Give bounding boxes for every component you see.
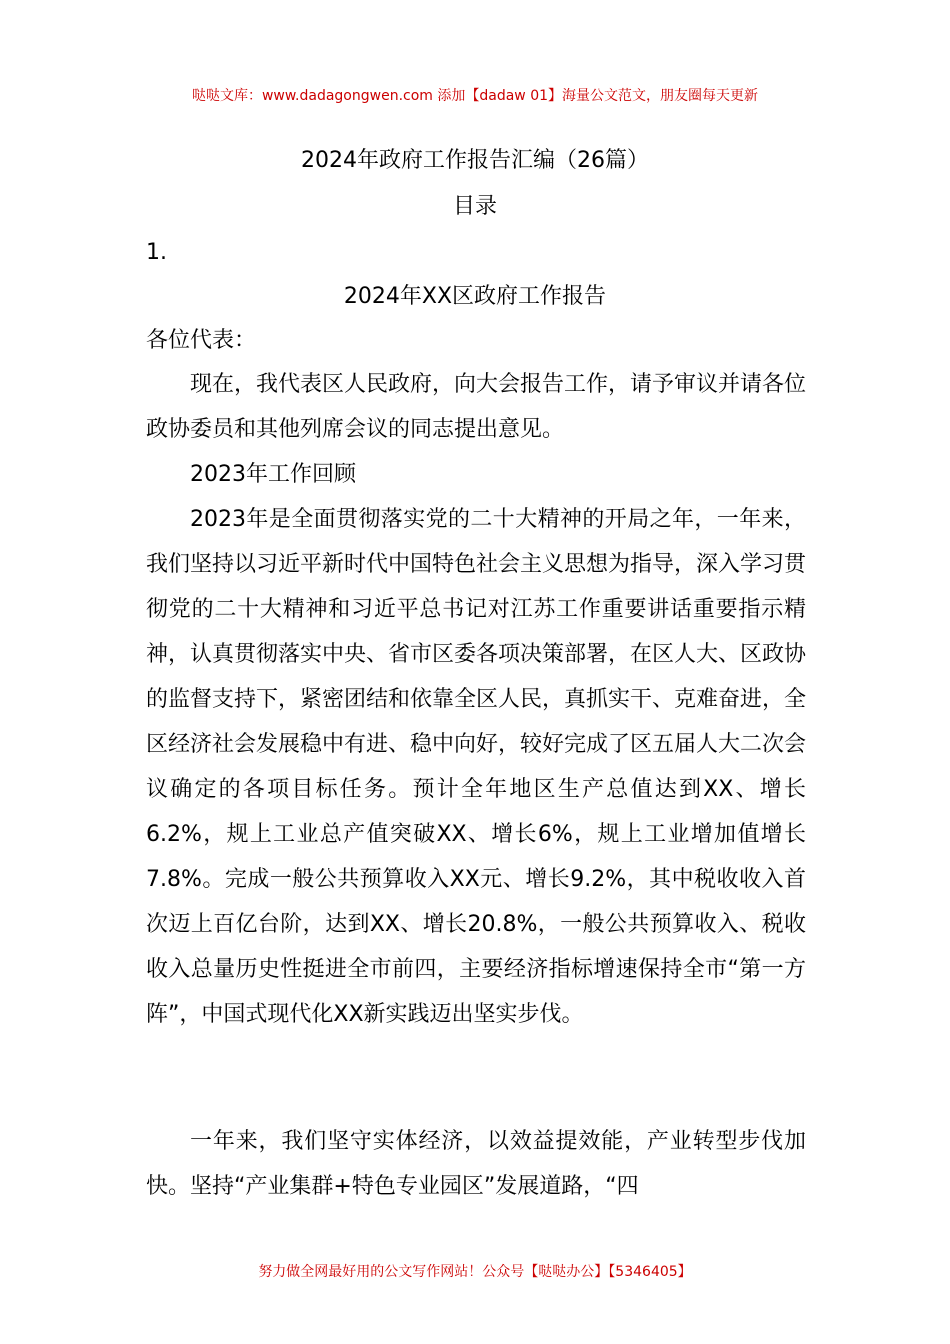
body-paragraph-overview: 2023年是全面贯彻落实党的二十大精神的开局之年，一年来，我们坚持以习近平新时代中国特色社会主义思想为指导，深入学习贯彻党的二十大精神和习近平总书记对江苏工作重要讲话重要指示精神，认真贯彻落实中央、省市区委各项决策部署，在区人大、区政协的监督支持下，紧密团结和依靠全区人民，真抓实干、克难奋进，全区经济社会发展稳中有进、稳中向好，较好完成了区五届人大二次会议确定的各项目标任务。预计全年地区生产总值达到XX、增长6.2%，规上工业总产值突破XX、增长6%，规上工业增加值增长7.8%。完成一般公共预算收入XX元、增长9.2%，其中税收收入首次迈上百亿台阶，达到XX、增长20.8%，一般公共预算收入、税收收入总量历史性挺进全市前四，主要经济指标增速保持全市“第一方阵”，中国式现代化XX新实践迈出坚实步伐。 [146,507,807,1027]
toc-title: 目录 [452,194,497,219]
body-paragraph-intro: 现在，我代表区人民政府，向大会报告工作，请予审议并请各位政协委员和其他列席会议的同志提出意见。 [146,372,807,442]
report-title: 2024年XX区政府工作报告 [343,284,607,309]
section-heading-review: 2023年工作回顾 [190,462,356,487]
toc-item-number: 1. [146,240,167,265]
footer-promo-note: 努力做全网最好用的公文写作网站！公众号【哒哒办公】【5346405】 [258,1264,692,1280]
salutation: 各位代表： [146,328,257,353]
document-title: 2024年政府工作报告汇编（26篇） [301,148,649,173]
body-paragraph-industry: 一年来，我们坚守实体经济，以效益提效能，产业转型步伐加快。坚持“产业集群+特色专业园区”发展道路，“四 [146,1129,806,1199]
header-promo-note: 哒哒文库：www.dadagongwen.com 添加【dadaw 01】海量公文范文，朋友圈每天更新 [191,88,759,104]
